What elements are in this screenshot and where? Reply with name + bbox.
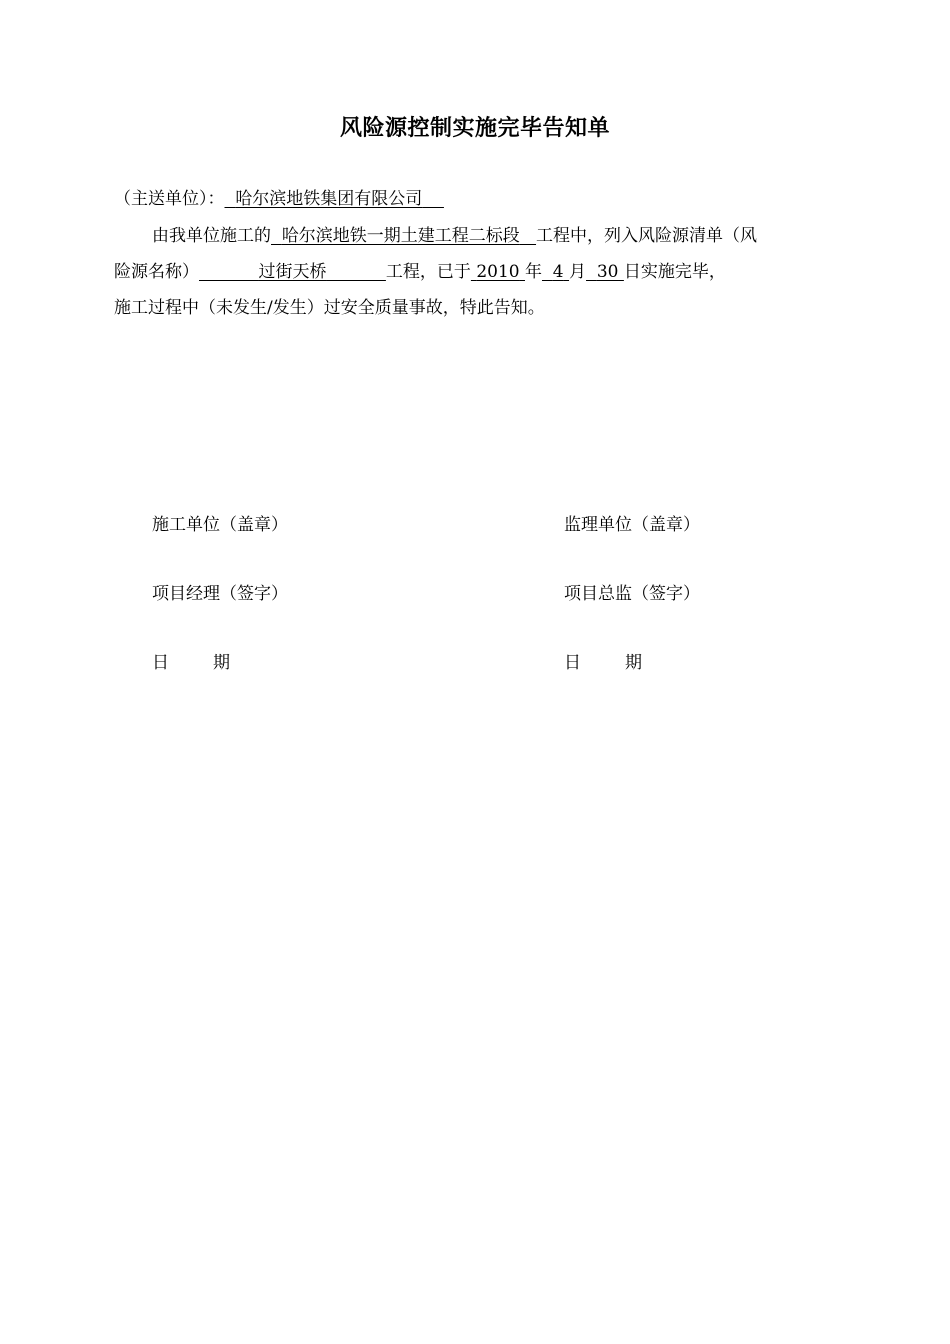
date-char-1: 日	[152, 653, 169, 673]
body-text-3: 险源名称）	[114, 262, 199, 282]
project-manager-label: 项目经理（签字）	[152, 584, 288, 604]
addressee-post-pad	[422, 189, 444, 209]
body-text-1: 由我单位施工的	[152, 226, 271, 246]
date-char-2: 期	[213, 653, 230, 673]
project-post-pad	[520, 226, 536, 246]
completion-month: 4	[552, 262, 564, 282]
contractor-unit-label: 施工单位（盖章）	[152, 515, 288, 535]
addressee-label: （主送单位）：	[114, 189, 225, 209]
supervisor-unit-label: 监理单位（盖章）	[564, 515, 700, 535]
addressee-value: 哈尔滨地铁集团有限公司	[235, 189, 423, 209]
hazard-name: 过街天桥	[258, 262, 327, 282]
addressee-pre-pad	[225, 189, 236, 209]
supervisor-date-label	[564, 651, 642, 675]
hazard-pre-pad	[199, 262, 258, 282]
year-unit: 年	[524, 262, 542, 282]
addressee-line	[114, 187, 444, 211]
completion-year: 2010	[476, 262, 520, 282]
body-text-4: 工程，已于	[385, 262, 471, 282]
body-text-7: 日实施完毕，	[623, 262, 726, 282]
completion-day: 30	[596, 262, 619, 282]
month-unit: 月	[569, 262, 587, 282]
page-title: 风险源控制实施完毕告知单	[339, 115, 610, 141]
project-pre-pad	[271, 226, 282, 246]
body-line-2	[114, 260, 726, 284]
month-pre-pad	[542, 262, 553, 282]
body-text-8: 施工过程中（未发生/发生）过安全质量事故，特此告知。	[114, 298, 545, 318]
day-pre-pad	[586, 262, 597, 282]
date-char-2: 期	[625, 653, 642, 673]
chief-supervisor-label: 项目总监（签字）	[564, 584, 700, 604]
body-line-1	[152, 224, 757, 248]
hazard-post-pad	[326, 262, 385, 282]
contractor-date-label	[152, 651, 230, 675]
project-name: 哈尔滨地铁一期土建工程二标段	[281, 226, 520, 246]
body-text-2: 工程中，列入风险源清单（风	[536, 226, 758, 246]
body-line-3	[114, 296, 545, 320]
date-char-1: 日	[564, 653, 581, 673]
